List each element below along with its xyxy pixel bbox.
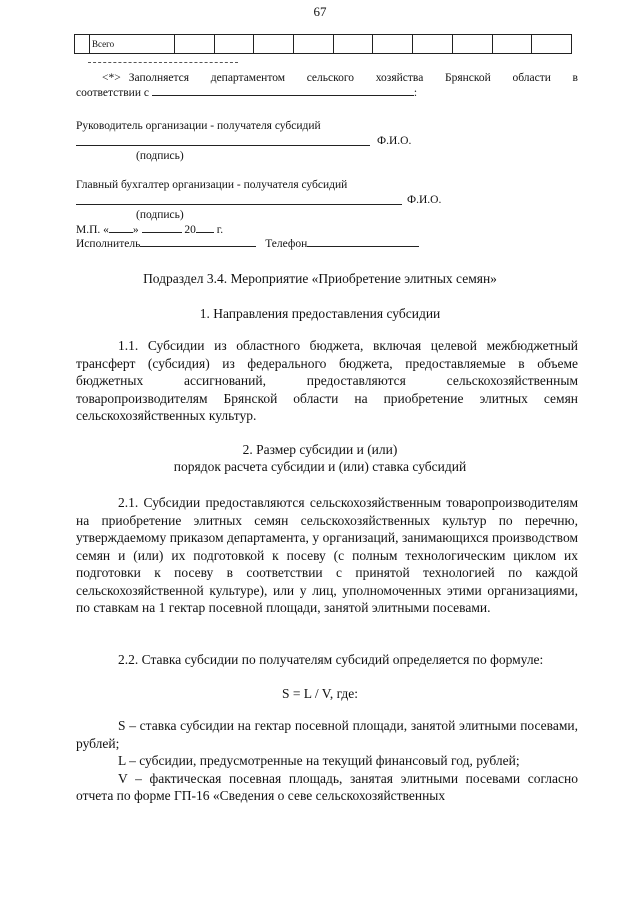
accountant-signature-line [76, 204, 402, 205]
table-cell [294, 35, 334, 54]
paragraph-2-1 [76, 494, 578, 617]
head-signature-label: Руководитель организации - получателя субсидий [76, 120, 321, 132]
footnote-line-2 [76, 85, 578, 100]
footnote-marker: <*> [102, 72, 121, 84]
paragraph-2-2 [76, 651, 578, 669]
table-cell [452, 35, 492, 54]
table-cell [532, 35, 572, 54]
footnote-line-1 [76, 71, 578, 85]
footnote-end: : [413, 87, 418, 99]
table-cell [175, 35, 215, 54]
table-row [75, 35, 572, 54]
page-number: 67 [313, 4, 327, 19]
executor-label: Исполнитель [76, 238, 141, 250]
phone-blank [307, 236, 419, 247]
footnote [76, 71, 578, 100]
year-prefix: 20 [184, 224, 196, 236]
executor-blank [140, 236, 256, 247]
formula: S = L / V, где: [281, 686, 359, 701]
footnote-text: Заполняется департаментом сельского хозяйства Брянской области в [128, 72, 578, 84]
definition-l: L – субсидии, предусмотренные на текущий финансовый год, рублей; [118, 753, 520, 768]
definitions [76, 717, 578, 805]
year-suffix: г. [216, 224, 224, 236]
head-signature-line [76, 145, 370, 146]
table-cell [75, 35, 90, 54]
day-blank [109, 222, 133, 233]
definition-v: V – фактическая посевная площадь, занятая элитными посевами согласно отчета по форме ГП-16 «Сведения о севе сельскохозяйственных [76, 770, 578, 803]
stamp-date-line [76, 222, 223, 237]
quote-close: » [132, 224, 139, 236]
section-2-title-line-2: порядок расчета субсидии и (или) ставка субсидий [173, 459, 467, 474]
definition-s: S – ставка субсидии на гектар посевной площади, занятой элитными посевами, рублей; [76, 718, 578, 751]
footnote-separator [88, 62, 238, 63]
section-1-title: 1. Направления предоставления субсидии [199, 306, 441, 321]
month-blank [142, 222, 182, 233]
footnote-text-2: соответствии с [76, 87, 149, 99]
accountant-podpis: (подпись) [136, 209, 184, 221]
subsection-title: Подраздел 3.4. Мероприятие «Приобретение элитных семян» [143, 271, 497, 286]
accountant-signature-label: Главный бухгалтер организации - получателя субсидий [76, 179, 348, 191]
year-blank [196, 222, 214, 233]
accountant-fio: Ф.И.О. [407, 194, 442, 206]
head-podpis: (подпись) [136, 150, 184, 162]
paragraph-1-1 [76, 337, 578, 425]
table-cell [254, 35, 294, 54]
phone-label: Телефон [265, 238, 308, 250]
paragraph-text: 1.1. Субсидии из областного бюджета, включая целевой межбюджетный трансферт (субсидия) из федерального бюджета, предоставляемые в объеме бюджетных ассигнований, предоставляются сельскохозяйственным товаропроизводителям Брянской области на приобретение элитных семян сельскохозяйственных культур. [76, 338, 578, 423]
total-label: Всего [90, 35, 175, 54]
executor-line [76, 236, 419, 251]
table-cell [492, 35, 532, 54]
paragraph-text: 2.1. Субсидии предоставляются сельскохозяйственным товаропроизводителям на приобретение элитных семян сельскохозяйственных культур по перечню, утверждаемому приказом департамента, у организаций, занимающихся производством семян и (или) их подготовкой к посеву (с полным технологическим циклом их подготовки к посеву в соответствии с принятой технологией по каждой сельскохозяйственной культуре), или у лиц, уполномоченных этими организациями, по ставкам на 1 гектар посевной площади, занятой элитными посевами. [76, 495, 578, 615]
total-row-table [74, 34, 572, 54]
section-2-title-line-1: 2. Размер субсидии и (или) [242, 442, 398, 457]
footnote-blank [152, 85, 414, 96]
stamp-label: М.П. « [76, 224, 109, 236]
head-fio: Ф.И.О. [377, 135, 412, 147]
paragraph-text: 2.2. Ставка субсидии по получателям субсидий определяется по формуле: [118, 652, 544, 667]
table-cell [413, 35, 453, 54]
table-cell [373, 35, 413, 54]
table-cell [214, 35, 254, 54]
table-cell [333, 35, 373, 54]
